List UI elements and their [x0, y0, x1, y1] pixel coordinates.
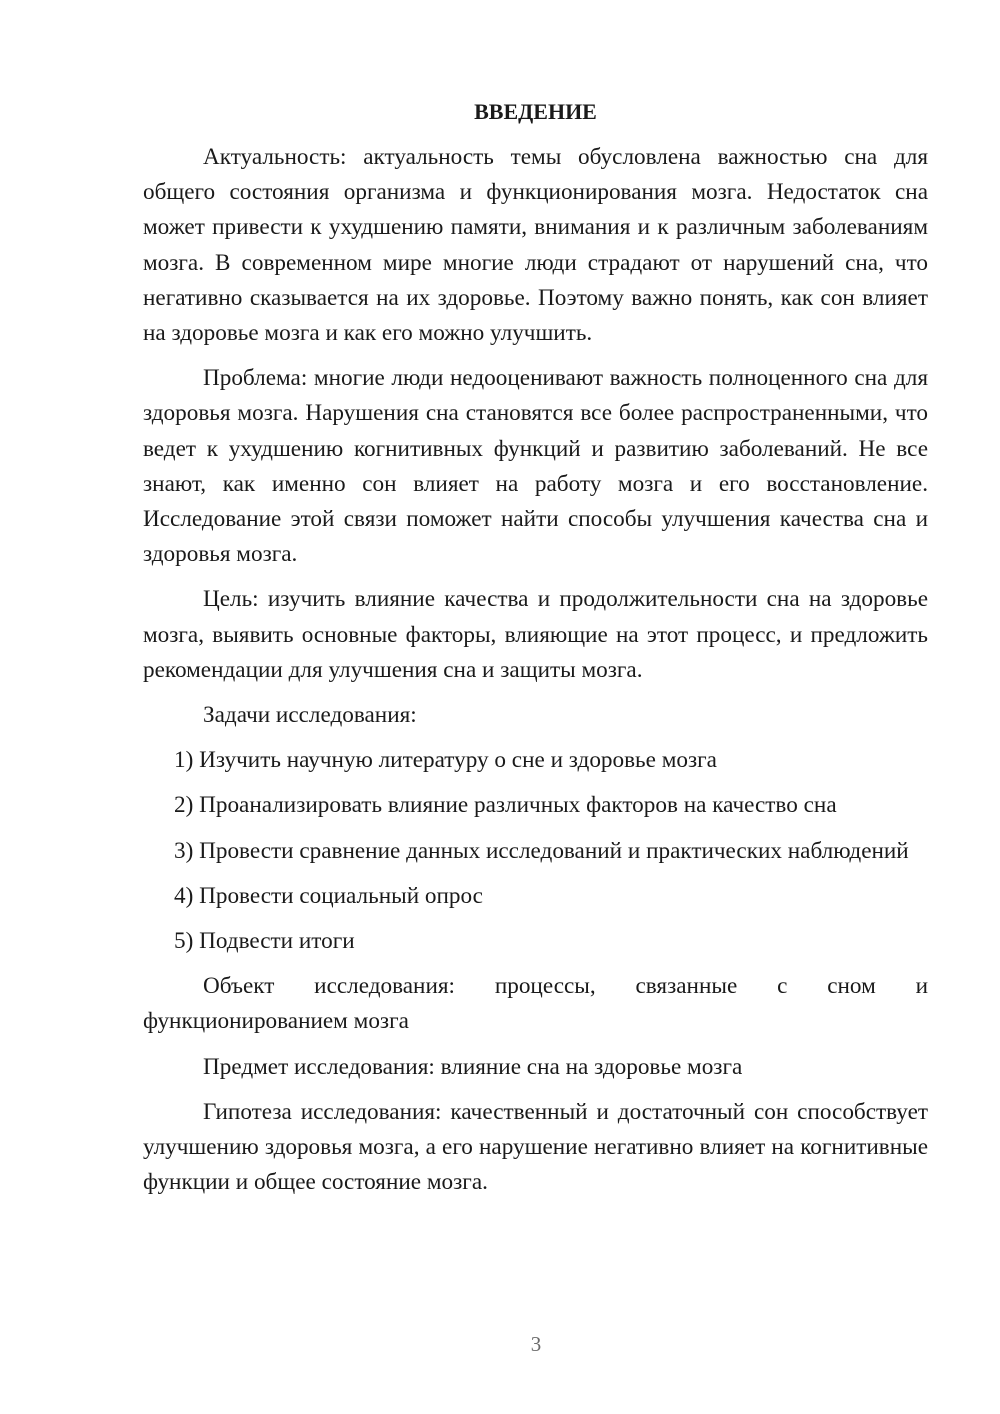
tasks-list [143, 743, 928, 959]
problem-paragraph: Проблема: многие люди недооценивают важность полноценного сна для здоровья мозга. Нарушения сна становятся все более распространенными, что ведет к ухудшению когнитивных функций и развитию заболеваний. Не все знают, как именно сон влияет на работу мозга и его восстановление. Исследование этой связи поможет найти способы улучшения качества сна и здоровья мозга. [143, 365, 928, 568]
subject-paragraph: Предмет исследования: влияние сна на здоровье мозга [203, 1053, 743, 1080]
page-title: ВВЕДЕНИЕ [474, 99, 597, 124]
task-item: 4) Провести социальный опрос [174, 882, 483, 909]
task-item: 2) Проанализировать влияние различных факторов на качество сна [174, 792, 837, 819]
task-item: 1) Изучить научную литературу о сне и здоровье мозга [174, 747, 717, 774]
tasks-title: Задачи исследования: [203, 702, 417, 729]
hypothesis-paragraph: Гипотеза исследования: качественный и достаточный сон способствует улучшению здоровья мозга, а его нарушение негативно влияет на когнитивные функции и общее состояние мозга. [143, 1098, 928, 1196]
relevance-paragraph: Актуальность: актуальность темы обусловлена важностью сна для общего состояния организма и функционирования мозга. Недостаток сна может привести к ухудшению памяти, внимания и к различным заболеваниям мозга. В современном мире многие люди страдают от нарушений сна, что негативно сказывается на их здоровье. Поэтому важно понять, как сон влияет на здоровье мозга и как его можно улучшить. [143, 144, 928, 347]
goal-paragraph: Цель: изучить влияние качества и продолжительности сна на здоровье мозга, выявить основные факторы, влияющие на этот процесс, и предложить рекомендации для улучшения сна и защиты мозга. [143, 586, 928, 683]
task-item: 3) Провести сравнение данных исследований и практических наблюдений [174, 837, 909, 864]
object-paragraph: Объект исследования: процессы, связанные с сном и функционированием мозга [143, 973, 928, 1035]
task-item: 5) Подвести итоги [174, 928, 355, 955]
page-content [143, 94, 928, 1210]
page-number: 3 [530, 1332, 542, 1356]
